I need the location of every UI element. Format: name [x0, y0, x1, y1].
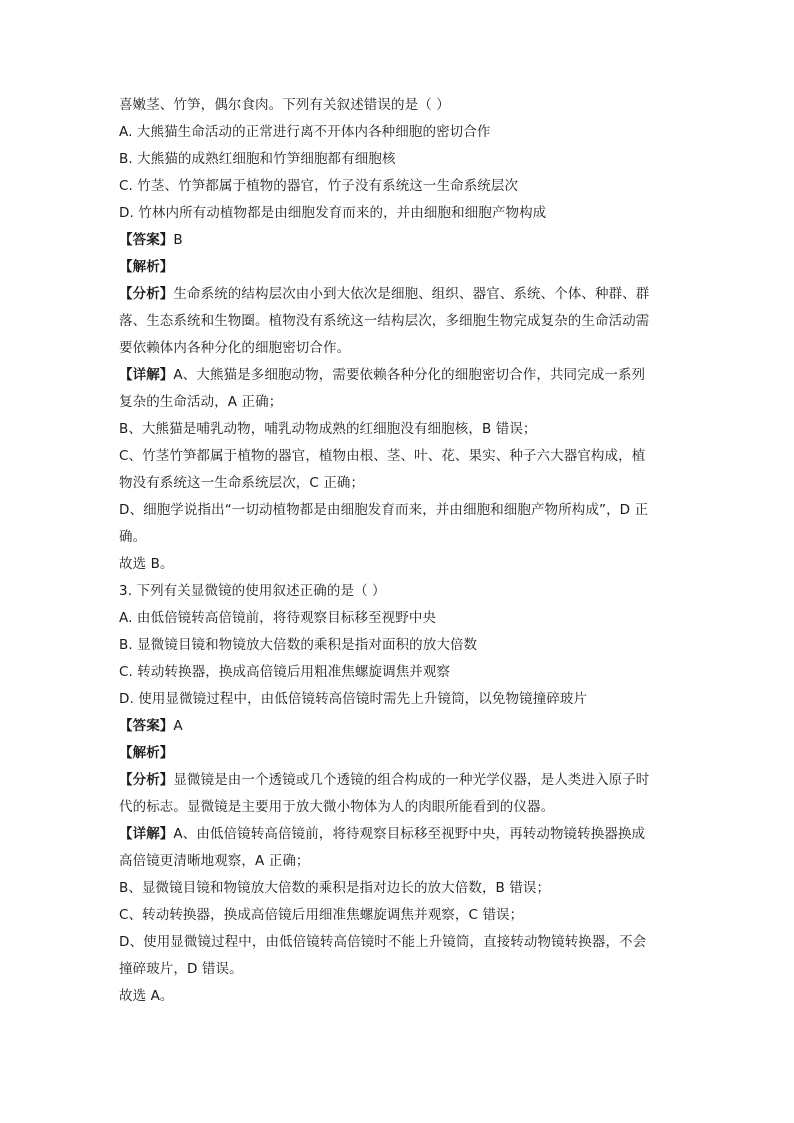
q2-answer-line [119, 227, 674, 254]
q2-fenxi-text-1: 生命系统的结构层次由小到大依次是细胞、组织、器官、系统、个体、种群、群 [173, 286, 650, 302]
q2-option-b: B. 大熊猫的成熟红细胞和竹笋细胞都有细胞核 [119, 151, 396, 167]
q2-analysis-tag: 【解析】 [119, 259, 174, 275]
q2-fenxi-line-2: 落、生态系统和生物圈。植物没有系统这一结构层次，多细胞生物完成复杂的生命活动需 [119, 313, 650, 329]
q3-option-a: A. 由低倍镜转高倍镜前，将待观察目标移至视野中央 [119, 610, 437, 626]
q3-xiangjie-tag: 【详解】 [119, 826, 174, 842]
q2-answer-value: B [173, 232, 183, 248]
q2-detail-line-3: B、大熊猫是哺乳动物，哺乳动物成熟的红细胞没有细胞核，B 错误； [119, 421, 537, 437]
q3-option-d: D. 使用显微镜过程中，由低倍镜转高倍镜时需先上升镜筒，以免物镜撞碎玻片 [119, 691, 588, 707]
q3-analysis-tag: 【解析】 [119, 745, 174, 761]
q3-option-c: C. 转动转换器，换成高倍镜后用粗准焦螺旋调焦并观察 [119, 664, 451, 680]
q2-detail-line-7: 确。 [119, 529, 147, 545]
q2-fenxi-tag: 【分析】 [119, 286, 174, 302]
q3-fenxi-text-1: 显微镜是由一个透镜或几个透镜的组合构成的一种光学仪器，是人类进入原子时 [173, 772, 650, 788]
q2-conclusion: 故选 B。 [119, 556, 174, 572]
q2-answer-tag: 【答案】 [119, 232, 174, 248]
q3-fenxi-line-1 [119, 767, 674, 794]
q2-fenxi-line-1 [119, 281, 674, 308]
q2-stem-tail: 喜嫩茎、竹笋，偶尔食肉。下列有关叙述错误的是（ ） [119, 97, 450, 113]
q3-answer-tag: 【答案】 [119, 718, 174, 734]
q3-detail-line-5: D、使用显微镜过程中，由低倍镜转高倍镜时不能上升镜筒，直接转动物镜转换器，不会 [119, 934, 647, 950]
q2-fenxi-line-3: 要依赖体内各种分化的细胞密切合作。 [119, 340, 351, 356]
q3-stem: 3. 下列有关显微镜的使用叙述正确的是（ ） [119, 583, 386, 599]
q2-detail-line-1 [119, 362, 674, 389]
q2-detail-line-2: 复杂的生命活动，A 正确； [119, 394, 283, 410]
q3-fenxi-line-2: 代的标志。显微镜是主要用于放大微小物体为人的肉眼所能看到的仪器。 [119, 799, 555, 815]
q2-detail-line-4: C、竹茎竹笋都属于植物的器官，植物由根、茎、叶、花、果实、种子六大器官构成，植 [119, 448, 646, 464]
q2-detail-line-5: 物没有系统这一生命系统层次，C 正确； [119, 475, 365, 491]
q2-option-d: D. 竹林内所有动植物都是由细胞发育而来的，并由细胞和细胞产物构成 [119, 205, 547, 221]
q3-detail-line-6: 撞碎玻片，D 错误。 [119, 961, 243, 977]
q3-detail-line-4: C、转动转换器，换成高倍镜后用细准焦螺旋调焦并观察，C 错误； [119, 907, 524, 923]
q2-option-c: C. 竹茎、竹笋都属于植物的器官，竹子没有系统这一生命系统层次 [119, 178, 519, 194]
q3-answer-value: A [173, 718, 183, 734]
q3-fenxi-tag: 【分析】 [119, 772, 174, 788]
q3-detail-line-1 [119, 821, 674, 848]
q3-detail-line-2: 高倍镜更清晰地观察，A 正确； [119, 853, 310, 869]
q3-option-b: B. 显微镜目镜和物镜放大倍数的乘积是指对面积的放大倍数 [119, 637, 478, 653]
q2-detail-text-1: A、大熊猫是多细胞动物，需要依赖各种分化的细胞密切合作，共同完成一系列 [173, 367, 646, 383]
q3-answer-line [119, 713, 674, 740]
q2-xiangjie-tag: 【详解】 [119, 367, 174, 383]
q3-conclusion: 故选 A。 [119, 988, 174, 1004]
q3-detail-text-1: A、由低倍镜转高倍镜前，将待观察目标移至视野中央，再转动物镜转换器换成 [173, 826, 646, 842]
q2-detail-line-6: D、细胞学说指出“一切动植物都是由细胞发育而来，并由细胞和细胞产物所构成”，D 正 [119, 502, 649, 518]
q3-detail-line-3: B、显微镜目镜和物镜放大倍数的乘积是指对边长的放大倍数，B 错误； [119, 880, 551, 896]
q2-option-a: A. 大熊猫生命活动的正常进行离不开体内各种细胞的密切合作 [119, 124, 491, 140]
